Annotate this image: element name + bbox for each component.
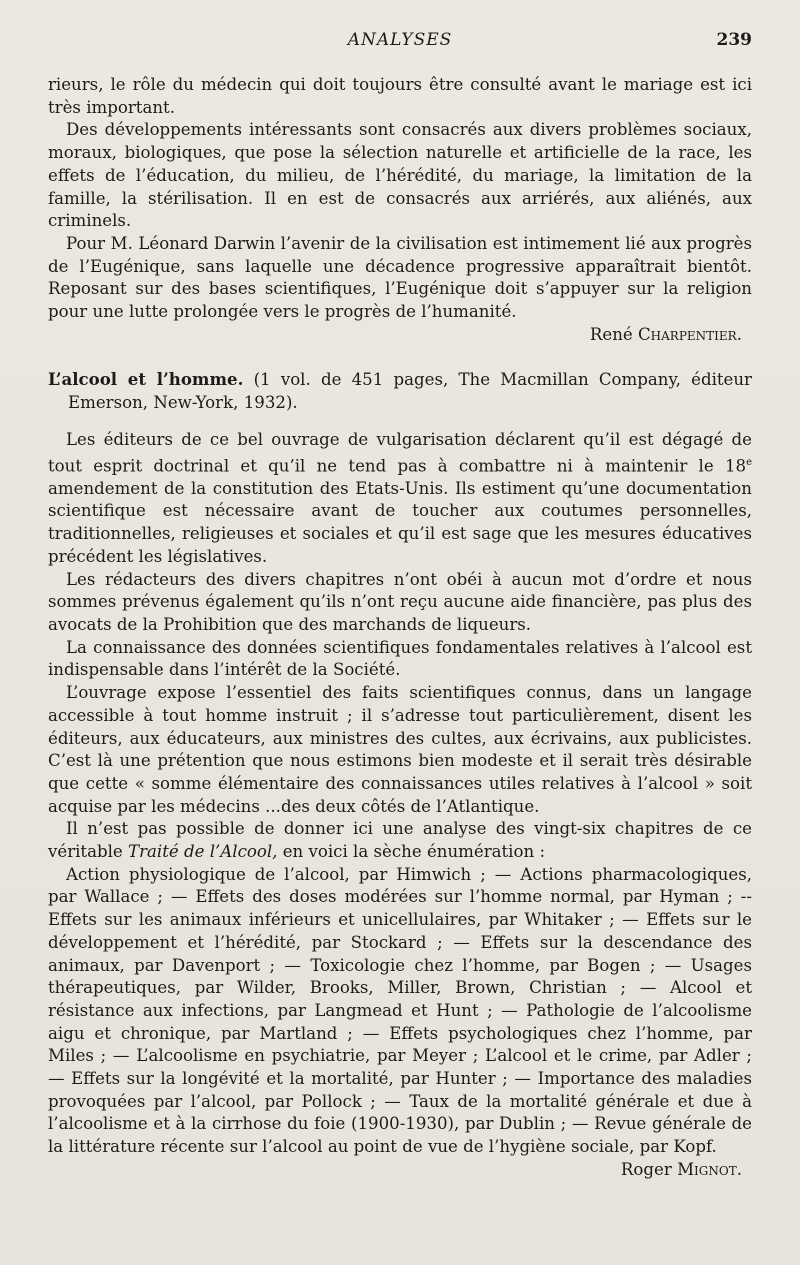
paragraph: [48, 818, 752, 863]
paragraph: rieurs, le rôle du médecin qui doit toujours être consulté avant le mariage est ici très important.: [48, 75, 752, 117]
reviewer-signature: [48, 1159, 752, 1182]
text-run: Il n’est pas possible de donner ici une analyse des vingt-six chapitres de ce véritable: [48, 819, 752, 862]
book-reference: [48, 368, 752, 414]
review-alcool: [48, 368, 752, 1181]
chapter-list: Action physiologique de l’alcool, par Himwich ; — Actions pharmacologiques, par Wallace ; — Effets des doses modérées sur l’homme normal, par Hyman ; -- Effets sur les animaux inférieurs et unicellulaires, par Whitaker ; — Effets sur le développement et l’hérédité, par Stockard ; — Effets sur la descendance des animaux, par Davenport ; — Toxicologie chez l’homme, par Bogen ; — Usages thérapeutiques, par Wilder, Brooks, Miller, Brown, Christian ; — Alcool et résistance aux infections, par Langmead et Hunt ; — Pathologie de l’alcoolisme aigu et chronique, par Martland ; — Effets psychologiques chez l’homme, par Miles ; — L’alcoolisme en psychiatrie, par Meyer ; L’alcool et le crime, par Adler ; — Effets sur la longévité et la mortalité, par Hunter ; — Importance des maladies provoquées par l’alcool, par Pollock ; — Taux de la mortalité générale et due à l’alcoolisme et à la cirrhose du foie (1900-1930), par Dublin ; — Revue générale de la littérature récente sur l’alcool au point de vue de l’hygiène sociale, par Kopf.: [48, 864, 752, 1157]
paragraph: Des développements intéressants sont consacrés aux divers problèmes sociaux, moraux, biologiques, que pose la sélection naturelle et artificielle de la race, les effets de l’éducation, du milieu, de l’hérédité, du mariage, la limitation de la famille, la stérilisation. Il en est de consacrés aux arriérés, aux aliénés, aux criminels.: [48, 120, 752, 231]
book-details: (1 vol. de 451 pages, The Macmillan Company, éditeur Emerson, New-York, 1932).: [68, 370, 752, 413]
review-darwin: [48, 74, 752, 346]
superscript: e: [746, 456, 752, 468]
reviewer-last-name: Mignot.: [677, 1159, 742, 1179]
reviewer-signature: [48, 324, 752, 347]
reviewer-last-name: Charpentier.: [637, 324, 742, 344]
reviewer-first-name: René: [589, 324, 633, 344]
italic-title: Traité de l’Alcool,: [128, 842, 278, 862]
section-title: ANALYSES: [347, 30, 453, 50]
paragraph: [48, 429, 752, 569]
paragraph: Pour M. Léonard Darwin l’avenir de la civilisation est intimement lié aux progrès de l’Eugénique, sans laquelle une décadence progressive apparaîtrait bientôt. Reposant sur des bases scientifiques, l’Eugénique doit s’appuyer sur la religion pour une lutte prolongée vers le progrès de l’humanité.: [48, 233, 752, 322]
paragraph: Les rédacteurs des divers chapitres n’ont obéi à aucun mot d’ordre et nous sommes prévenus également qu’ils n’ont reçu aucune aide financière, pas plus des avocats de la Prohibition que des marchands de liqueurs.: [48, 569, 752, 634]
book-title: L’alcool et l’homme.: [48, 369, 244, 390]
reviewer-first-name: Roger: [620, 1159, 672, 1179]
running-header: [48, 26, 752, 56]
text-run: en voici la sèche énumération :: [277, 842, 546, 862]
paragraph: L’ouvrage expose l’essentiel des faits scientifiques connus, dans un langage accessible à tout homme instruit ; il s’adresse tout particulièrement, disent les éditeurs, aux éducateurs, aux ministres des cultes, aux écrivains, aux publicistes. C’est là une prétention que nous estimons bien modeste et il serait très désirable que cette « somme élémentaire des connaissances utiles relatives à l’alcool » soit acquise par les médecins ...des deux côtés de l’Atlantique.: [48, 683, 752, 816]
page-number: 239: [716, 30, 752, 50]
text-run: amendement de la constitution des Etats-Unis. Ils estiment qu’une documentation scientifique est nécessaire avant de toucher aux coutumes personnelles, traditionnelles, religieuses et sociales et qu’il est sage que les mesures éducatives précédent les législatives.: [48, 478, 752, 566]
text-run: Les éditeurs de ce bel ouvrage de vulgarisation déclarent qu’il est dégagé de tout esprit doctrinal et qu’il ne tend pas à combattre ni à maintenir le 18: [48, 429, 752, 476]
paragraph: La connaissance des données scientifiques fondamentales relatives à l’alcool est indispensable dans l’intérêt de la Société.: [48, 637, 752, 680]
